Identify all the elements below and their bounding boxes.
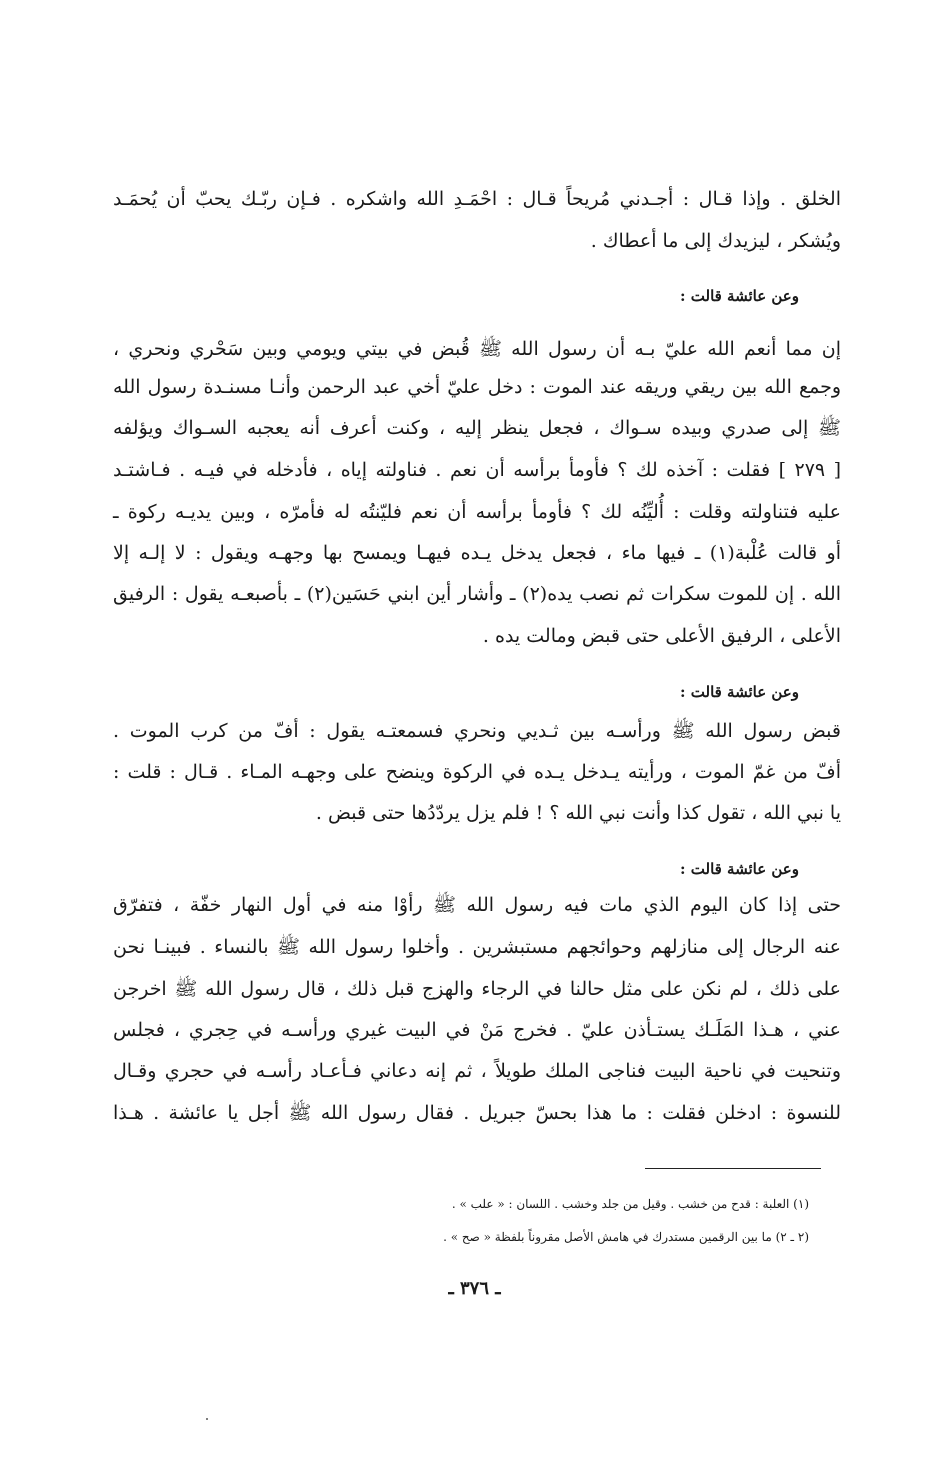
text-line: وجمع الله بين ريقي وريقه عند الموت : دخل عليّ أخي عبد الرحمن وأنـا مسنـدة رسول الله — [113, 376, 841, 398]
text-line: عني ، هـذا المَلَـك يستـأذن عليّ . فخرج مَنْ في البيت غيري ورأسـه في حِجري ، فجلس — [113, 1019, 841, 1041]
text-line: الخلق . وإذا قـال : أجـدني مُريحاً قـال : احْمَـدِ الله واشكره . فـإن ربّـك يحبّ أن يُحمَـد — [113, 188, 841, 210]
text-line: للنسوة : ادخلن فقلت : ما هذا بحسّ جبريل . فقال رسول الله ﷺ أجل يا عائشة . هـذا — [113, 1102, 841, 1124]
text-line: الأعلى ، الرفيق الأعلى حتى قبض ومالت يده . — [482, 625, 841, 647]
text-line: عنه الرجال إلى منازلهم وحوائجهم مستبشرين . وأخلوا رسول الله ﷺ بالنساء . فبينـا نحن — [113, 936, 841, 958]
scan-speck — [206, 1418, 208, 1420]
text-line: ﷺ إلى صدري وبيده سـواك ، فجعل ينظر إليه ، وكنت أعرف أنه يعجبه السـواك ويؤلفه — [113, 417, 841, 439]
text-line: [ ٢٧٩ ] فقلت : آخذه لك ؟ فأومأ برأسه أن نعم . فناولته إياه ، فأدخله في فيـه . فـاشتـد — [113, 459, 841, 481]
text-line: قبض رسول الله ﷺ ورأسـه بين ثـديي ونحري فسمعتـه يقول : أفّ من كرب الموت . — [113, 720, 841, 742]
text-line: حتى إذا كان اليوم الذي مات فيه رسول الله ﷺ رأوْا منه في أول النهار خفّة ، فتفرّق — [113, 894, 841, 916]
text-line: يا نبي الله ، تقول كذا وأنت نبي الله ؟ ! فلم يزل يردّدُها حتى قبض . — [315, 802, 841, 824]
text-line: عليه فتناولته وقلت : أُليِّنُه لك ؟ فأومأ برأسه أن نعم فليّنتُه له فأمرّه ، وبين يديـه ركوة ـ — [113, 501, 841, 523]
text-line: أو قالت عُلْبة(١) ـ فيها ماء ، فجعل يدخل يـده فيهـا ويمسح بها وجهـه ويقول : لا إلـه إلا — [113, 542, 842, 564]
section-heading: وعن عائشة قالت : — [680, 287, 799, 305]
section-heading: وعن عائشة قالت : — [680, 860, 799, 878]
footnote: (٢ ـ ٢) ما بين الرقمين مستدرك في هامش الأصل مقروناً بلفظة « صح » . — [443, 1230, 809, 1244]
footnote: (١) العلبة : قدح من خشب . وقيل من جلد وخشب . اللسان : « علب » . — [451, 1197, 809, 1211]
section-heading: وعن عائشة قالت : — [680, 683, 799, 701]
page-number: ـ ٣٧٦ ـ — [448, 1278, 501, 1299]
text-line: على ذلك ، لم نكن على مثل حالنا في الرجاء والهزج قبل ذلك ، قال رسول الله ﷺ اخرجن — [113, 978, 841, 1000]
text-line: ويُشكر ، ليزيدك إلى ما أعطاك . — [590, 230, 841, 252]
text-line: وتنحيت في ناحية البيت فناجى الملك طويلاً ، ثم إنه دعاني فـأعـاد رأسـه في حجري وقـال — [113, 1060, 841, 1082]
text-line: الله . إن للموت سكرات ثم نصب يده(٢) ـ وأشار أين ابني حَسَين(٢) ـ بأصبعـه يقول : الرفيق — [113, 583, 841, 605]
text-line: إن مما أنعم الله عليّ بـه أن رسول الله ﷺ قُبض في بيتي ويومي وبين سَحْري ونحري ، — [113, 338, 841, 360]
footnote-separator — [645, 1168, 821, 1169]
text-line: أفّ من غمّ الموت ، ورأيته يـدخل يـده في الركوة وينضح على وجهـه المـاء . قـال : قلت : — [113, 761, 841, 783]
